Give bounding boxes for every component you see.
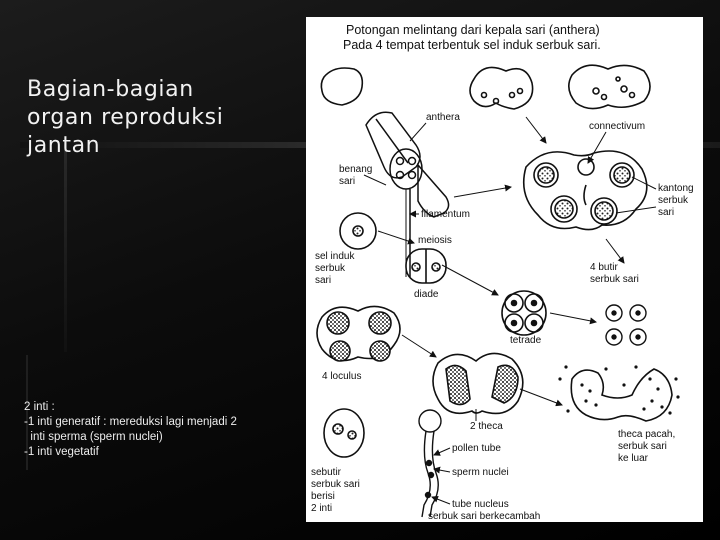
anther-section-mature [524, 151, 647, 230]
leader-arrow [434, 469, 450, 472]
anther-section-simple [321, 68, 362, 105]
label-benang: benang [339, 164, 373, 175]
figure-header-line: Potongan melintang dari kepala sari (anthera) [346, 23, 600, 37]
leader-arrow [434, 448, 450, 455]
label-4-butir: 4 butir [590, 262, 618, 273]
label-connectivum: connectivum [589, 121, 646, 132]
pollen-grain-two-nuclei [324, 409, 364, 457]
leader-line [410, 123, 426, 141]
anther-dehisced [558, 365, 679, 421]
label-sari: sari [339, 176, 356, 187]
label-kantong: kantong [658, 183, 694, 194]
label-berisi: berisi [311, 491, 335, 502]
leader-line [364, 175, 386, 185]
leader-arrow [588, 132, 606, 163]
label-tube-nucleus: tube nucleus [452, 499, 509, 510]
arrow [378, 231, 414, 243]
label-anthera: anthera [426, 112, 460, 123]
arrow [454, 187, 511, 197]
label-sari: sari [315, 275, 332, 286]
body-line: -1 inti vegetatif [24, 446, 99, 458]
figure-header-line: Pada 4 tempat terbentuk sel induk serbuk sari. [343, 38, 601, 52]
label-sel-induk: sel induk [315, 251, 355, 262]
anther-diagram-figure [306, 17, 703, 522]
slide-body-text [24, 400, 304, 460]
germinating-pollen [419, 410, 441, 517]
label-serbuk-sari: serbuk sari [618, 441, 667, 452]
arrow [606, 239, 624, 263]
decorative-line [64, 142, 67, 352]
body-line: inti sperma (sperm nuclei) [24, 431, 163, 443]
anther-diagram [306, 17, 703, 522]
label-sebutir: sebutir [311, 467, 342, 478]
arrow [526, 117, 546, 143]
anther-section-developing [569, 65, 650, 108]
label-theca-pacah: theca pacah, [618, 429, 676, 440]
anther-four-loculus [317, 306, 400, 361]
diade-cells [406, 249, 446, 283]
label-sari: sari [658, 207, 675, 218]
label-serbuk-sari-berkecambah: serbuk sari berkecambah [428, 511, 541, 522]
label-2-theca: 2 theca [470, 421, 503, 432]
label-sperm-nuclei: sperm nuclei [452, 467, 509, 478]
slide-title: Bagian-bagian organ reproduksi jantan [27, 77, 224, 158]
label-filamentum: filamentum [421, 209, 470, 220]
label-ke-luar: ke luar [618, 453, 649, 464]
label-2-inti: 2 inti [311, 503, 333, 514]
leader-line [632, 177, 656, 189]
stamen-illustration [366, 112, 449, 277]
label-serbuk-sari: serbuk sari [311, 479, 360, 490]
arrow [442, 265, 498, 295]
arrow [402, 335, 436, 357]
label-serbuk: serbuk [658, 195, 689, 206]
anther-two-theca [433, 353, 523, 413]
label-meiosis: meiosis [418, 235, 452, 246]
leader-line [616, 207, 656, 213]
body-line: 2 inti : [24, 401, 55, 413]
four-pollen-grains [606, 305, 646, 345]
label-diade: diade [414, 289, 439, 300]
arrow [520, 389, 562, 405]
anther-section-young [470, 67, 533, 109]
tetrade-cells [502, 291, 546, 335]
arrow [550, 313, 596, 322]
label-serbuk: serbuk [315, 263, 346, 274]
label-pollen-tube: pollen tube [452, 443, 501, 454]
pollen-mother-cell [340, 213, 376, 249]
label-4-loculus: 4 loculus [322, 371, 362, 382]
body-line: -1 inti generatif : mereduksi lagi menjadi 2 [24, 416, 237, 428]
label-serbuk-sari: serbuk sari [590, 274, 639, 285]
label-tetrade: tetrade [510, 335, 542, 346]
